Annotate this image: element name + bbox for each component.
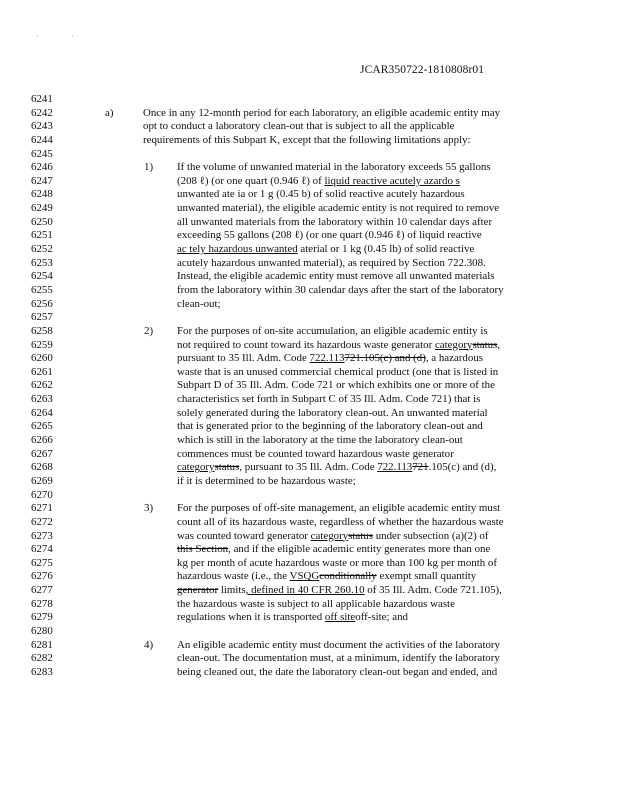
line-number: 6270 (31, 488, 53, 501)
line-number: 6277 (31, 584, 53, 597)
text-line (0, 93, 618, 107)
subsection-label: 2) (144, 324, 154, 337)
text-run: For the purposes of on-site accumulation, an eligible academic entity is (177, 324, 488, 337)
line-number: 6254 (31, 270, 53, 283)
line-text (143, 120, 455, 134)
text-line (0, 284, 618, 298)
subsection-label: a) (105, 106, 114, 119)
line-text (177, 339, 500, 353)
text-line (0, 625, 618, 639)
text-line (0, 134, 618, 148)
text-run: being cleaned out, the date the laboratory clean-out began and ended, and (177, 665, 498, 678)
text-line (0, 557, 618, 571)
text-run: clean-out; (177, 297, 221, 310)
subsection-label: 3) (144, 502, 154, 515)
line-text (177, 325, 488, 339)
text-run: exempt small quantity (376, 570, 477, 583)
text-line (0, 570, 618, 584)
line-number: 6244 (31, 133, 53, 146)
line-text (177, 448, 454, 462)
text-run: count all of its hazardous waste, regardless of whether the hazardous waste (177, 515, 504, 528)
line-text (177, 461, 496, 475)
inserted-text: category (434, 338, 473, 351)
line-text (177, 366, 498, 380)
text-run: regulations when it is transported (177, 611, 325, 624)
scan-mark: ' (72, 34, 74, 42)
line-text (177, 652, 500, 666)
text-run: acutely hazardous unwanted material), as required by Section 722.308. (177, 256, 486, 269)
text-run: which is still in the laboratory at the time the laboratory clean-out (177, 434, 463, 447)
line-text (177, 475, 356, 489)
text-line (0, 448, 618, 462)
line-number: 6252 (31, 243, 53, 256)
text-line (0, 175, 618, 189)
line-number: 6275 (31, 556, 53, 569)
line-text (177, 434, 463, 448)
text-run: of 35 Ill. Adm. Code 721.105), (364, 584, 502, 597)
line-text (177, 570, 476, 584)
line-text (177, 379, 495, 393)
text-line (0, 502, 618, 516)
text-run: solely generated during the laboratory clean-out. An unwanted material (177, 406, 488, 419)
line-number: 6260 (31, 352, 53, 365)
text-run: hazardous waste (i.e., the (177, 570, 290, 583)
text-run: If the volume of unwanted material in the laboratory exceeds 55 gallons (177, 161, 491, 174)
line-number: 6280 (31, 624, 53, 637)
struck-text: status (472, 338, 498, 351)
text-line (0, 229, 618, 243)
struck-text: 721.105(c) and (d) (344, 352, 426, 365)
text-line (0, 325, 618, 339)
line-text (177, 175, 460, 189)
line-number: 6271 (31, 502, 53, 515)
line-text (177, 557, 497, 571)
line-text (143, 134, 471, 148)
line-text (177, 216, 492, 230)
text-line (0, 120, 618, 134)
line-number: 6264 (31, 406, 53, 419)
text-line (0, 339, 618, 353)
line-text (143, 107, 500, 121)
line-number: 6276 (31, 570, 53, 583)
inserted-text: 722.113 (377, 461, 413, 474)
inserted-text: 722.113 (309, 352, 345, 365)
text-run: all unwanted materials from the laboratory within 10 calendar days after (177, 215, 493, 228)
text-line (0, 366, 618, 380)
text-run: requirements of this Subpart K, except that the following limitations apply: (143, 133, 471, 146)
line-number: 6241 (31, 93, 53, 105)
line-text (177, 516, 504, 530)
text-line (0, 530, 618, 544)
text-run: pursuant to 35 Ill. Adm. Code (177, 352, 310, 365)
text-line (0, 489, 618, 503)
text-run: not required to count toward its hazardous waste generator (177, 338, 435, 351)
text-line (0, 188, 618, 202)
text-line (0, 202, 618, 216)
inserted-text: ac tely hazardous unwanted (177, 243, 298, 256)
line-text (177, 502, 500, 516)
inserted-text: liquid reactive acutely azardo s (324, 174, 460, 187)
inserted-text: off site (324, 611, 356, 624)
line-number: 6242 (31, 106, 53, 119)
line-number: 6269 (31, 474, 53, 487)
text-line (0, 379, 618, 393)
text-line (0, 243, 618, 257)
struck-text: status (348, 529, 373, 542)
line-number: 6246 (31, 161, 53, 174)
text-run: unwanted material), the eligible academic entity is not required to remove (177, 202, 500, 215)
struck-text: status (214, 461, 240, 474)
line-text (177, 611, 408, 625)
line-number: 6261 (31, 365, 53, 378)
line-number: 6283 (31, 665, 53, 678)
text-run: limits (218, 584, 246, 597)
line-number: 6268 (31, 461, 53, 474)
text-line (0, 270, 618, 284)
text-run: kg per month of acute hazardous waste or more than 100 kg per month of (177, 556, 497, 569)
text-run: Instead, the eligible academic entity must remove all unwanted materials (177, 270, 495, 283)
text-line (0, 666, 618, 680)
line-number: 6253 (31, 256, 53, 269)
text-run: was counted toward generator (177, 529, 311, 542)
text-run: exceeding 55 gallons (208 ℓ) (or one quart (0.946 ℓ) of liquid reactive (177, 229, 482, 242)
line-text (177, 666, 497, 680)
text-run: For the purposes of off-site management, an eligible academic entity must (177, 502, 501, 515)
line-number: 6243 (31, 120, 53, 133)
line-number: 6274 (31, 543, 53, 556)
line-number: 6249 (31, 202, 53, 215)
text-run: unwanted ate ia or 1 g (0.45 b) of solid reactive acutely hazardous (177, 188, 465, 201)
text-line (0, 257, 618, 271)
text-run: aterial or 1 kg (0.45 lb) of solid reactive (297, 243, 475, 256)
line-number: 6257 (31, 311, 53, 324)
text-line (0, 311, 618, 325)
text-run: from the laboratory within 30 calendar days after the start of the laboratory (177, 283, 504, 296)
text-line (0, 516, 618, 530)
line-text (177, 161, 491, 175)
text-run: waste that is an unused commercial chemical product (one that is listed in (177, 365, 499, 378)
text-line (0, 161, 618, 175)
line-number: 6272 (31, 515, 53, 528)
line-number: 6279 (31, 611, 53, 624)
text-line (0, 216, 618, 230)
line-text (177, 393, 480, 407)
struck-text: this Section (177, 543, 229, 556)
text-run: , a hazardous (425, 352, 484, 365)
line-number: 6265 (31, 420, 53, 433)
line-text (177, 420, 483, 434)
text-run: under subsection (a)(2) of (372, 529, 489, 542)
text-run: Subpart D of 35 Ill. Adm. Code 721 or which exhibits one or more of the (177, 379, 495, 392)
text-line (0, 543, 618, 557)
struck-text: generator (177, 584, 219, 597)
text-line (0, 584, 618, 598)
line-text (177, 598, 455, 612)
line-number: 6267 (31, 447, 53, 460)
text-run: , (497, 338, 501, 351)
line-text (177, 639, 500, 653)
line-number: 6258 (31, 324, 53, 337)
line-number: 6282 (31, 652, 53, 665)
text-line (0, 393, 618, 407)
line-number: 6273 (31, 529, 53, 542)
line-number: 6251 (31, 229, 53, 242)
text-run: , pursuant to 35 Ill. Adm. Code (239, 461, 378, 474)
text-line (0, 461, 618, 475)
text-run: , and if the eligible academic entity generates more than one (228, 543, 491, 556)
text-line (0, 652, 618, 666)
text-run: the hazardous waste is subject to all applicable hazardous waste (177, 597, 455, 610)
text-run: if it is determined to be hazardous waste; (177, 474, 356, 487)
line-text (177, 257, 486, 271)
line-number: 6248 (31, 188, 53, 201)
struck-text: 721 (412, 461, 429, 474)
line-text (177, 229, 482, 243)
line-number: 6250 (31, 215, 53, 228)
inserted-text: , defined in 40 CFR 260.10 (245, 584, 365, 597)
text-run: .105(c) and (d), (428, 461, 497, 474)
struck-text: conditionally (319, 570, 377, 583)
text-run: commences must be counted toward hazardous waste generator (177, 447, 454, 460)
line-number: 6259 (31, 338, 53, 351)
text-run: clean-out. The documentation must, at a minimum, identify the laboratory (177, 652, 500, 665)
text-run: off-site; and (355, 611, 408, 624)
text-run: opt to conduct a laboratory clean-out that is subject to all the applicable (143, 120, 455, 133)
line-number: 6247 (31, 174, 53, 187)
inserted-text: VSQG (289, 570, 320, 583)
text-line (0, 475, 618, 489)
inserted-text: category (310, 529, 349, 542)
line-text (177, 407, 488, 421)
subsection-label: 4) (144, 638, 154, 651)
line-text (177, 188, 465, 202)
line-number: 6262 (31, 379, 53, 392)
text-line (0, 611, 618, 625)
subsection-label: 1) (144, 161, 154, 174)
line-text (177, 543, 490, 557)
line-text (177, 530, 489, 544)
line-text (177, 584, 502, 598)
text-run: that is generated prior to the beginning of the laboratory clean-out and (177, 420, 483, 433)
text-line (0, 434, 618, 448)
text-line (0, 148, 618, 162)
numbered-text-body (0, 93, 618, 680)
text-line (0, 420, 618, 434)
line-number: 6255 (31, 283, 53, 296)
line-text (177, 243, 474, 257)
line-text (177, 270, 495, 284)
text-line (0, 407, 618, 421)
text-line (0, 298, 618, 312)
text-run: characteristics set forth in Subpart C of 35 Ill. Adm. Code 721) that is (177, 393, 481, 406)
line-number: 6245 (31, 147, 53, 160)
line-number: 6266 (31, 434, 53, 447)
text-line (0, 639, 618, 653)
line-text (177, 298, 221, 312)
inserted-text: category (177, 461, 215, 474)
line-number: 6256 (31, 297, 53, 310)
text-line (0, 107, 618, 121)
line-text (177, 352, 483, 366)
line-text (177, 202, 499, 216)
line-text (177, 284, 504, 298)
scan-mark: ' (37, 34, 39, 42)
text-run: (208 ℓ) (or one quart (0.946 ℓ) of (177, 174, 325, 187)
line-number: 6263 (31, 393, 53, 406)
line-number: 6278 (31, 597, 53, 610)
line-number: 6281 (31, 638, 53, 651)
document-id: JCAR350722-1810808r01 (360, 64, 485, 76)
text-line (0, 352, 618, 366)
text-line (0, 598, 618, 612)
text-run: An eligible academic entity must document the activities of the laboratory (177, 638, 500, 651)
text-run: Once in any 12-month period for each laboratory, an eligible academic entity may (143, 106, 501, 119)
